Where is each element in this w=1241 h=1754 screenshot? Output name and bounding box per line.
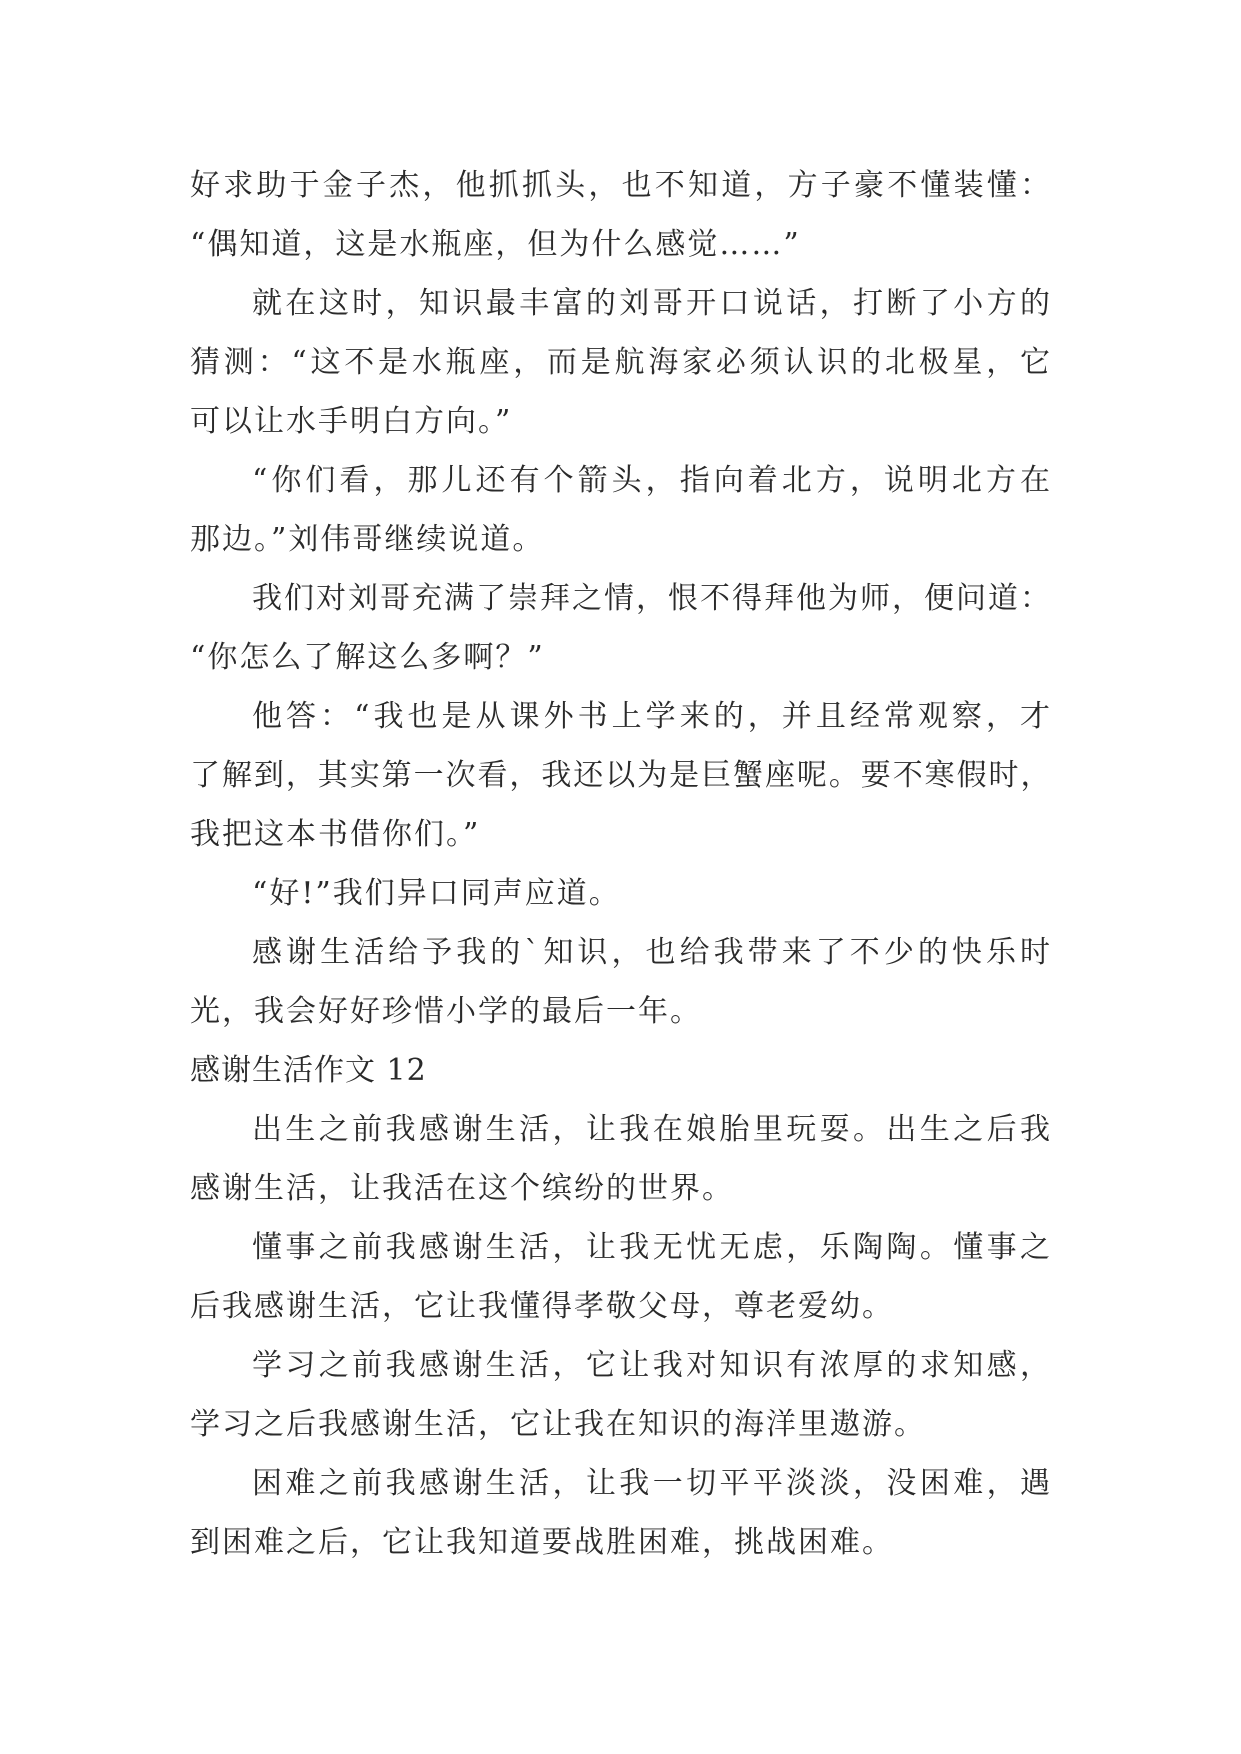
text-line: 出生之前我感谢生活，让我在娘胎里玩耍。出生之后我 bbox=[252, 1112, 1052, 1147]
text-line: 光，我会好好珍惜小学的最后一年。 bbox=[190, 994, 702, 1029]
text-line: “偶知道，这是水瓶座，但为什么感觉……” bbox=[190, 227, 801, 262]
document-body bbox=[190, 156, 1052, 1572]
text-line: “好!”我们异口同声应道。 bbox=[252, 876, 621, 911]
text-line: 那边。”刘伟哥继续说道。 bbox=[190, 522, 545, 557]
text-line: “你怎么了解这么多啊？” bbox=[190, 640, 545, 675]
text-line: 学习之前我感谢生活，它让我对知识有浓厚的求知感， bbox=[252, 1348, 1052, 1383]
text-line: 好求助于金子杰，他抓抓头，也不知道，方子豪不懂装懂： bbox=[190, 168, 1052, 203]
text-line: 到困难之后，它让我知道要战胜困难，挑战困难。 bbox=[190, 1525, 894, 1560]
text-line: 我把这本书借你们。” bbox=[190, 817, 481, 852]
text-line: 猜测：“这不是水瓶座，而是航海家必须认识的北极星，它 bbox=[190, 345, 1052, 380]
text-line: 了解到，其实第一次看，我还以为是巨蟹座呢。要不寒假时， bbox=[190, 758, 1052, 793]
text-line: 学习之后我感谢生活，它让我在知识的海洋里遨游。 bbox=[190, 1407, 926, 1442]
text-line: 感谢生活，让我活在这个缤纷的世界。 bbox=[190, 1171, 734, 1206]
text-line: 懂事之前我感谢生活，让我无忧无虑，乐陶陶。懂事之 bbox=[252, 1230, 1052, 1265]
text-line: 可以让水手明白方向。” bbox=[190, 404, 513, 439]
text-line: 感谢生活给予我的`知识，也给我带来了不少的快乐时 bbox=[252, 935, 1052, 970]
text-line: 我们对刘哥充满了崇拜之情，恨不得拜他为师，便问道： bbox=[252, 581, 1052, 616]
text-line: “你们看，那儿还有个箭头，指向着北方，说明北方在 bbox=[252, 463, 1052, 498]
section-heading: 感谢生活作文 12 bbox=[190, 1053, 427, 1088]
text-line: 后我感谢生活，它让我懂得孝敬父母，尊老爱幼。 bbox=[190, 1289, 894, 1324]
text-line: 就在这时，知识最丰富的刘哥开口说话，打断了小方的 bbox=[252, 286, 1052, 321]
text-line: 困难之前我感谢生活，让我一切平平淡淡，没困难，遇 bbox=[252, 1466, 1052, 1501]
text-line: 他答：“我也是从课外书上学来的，并且经常观察，才 bbox=[252, 699, 1052, 734]
